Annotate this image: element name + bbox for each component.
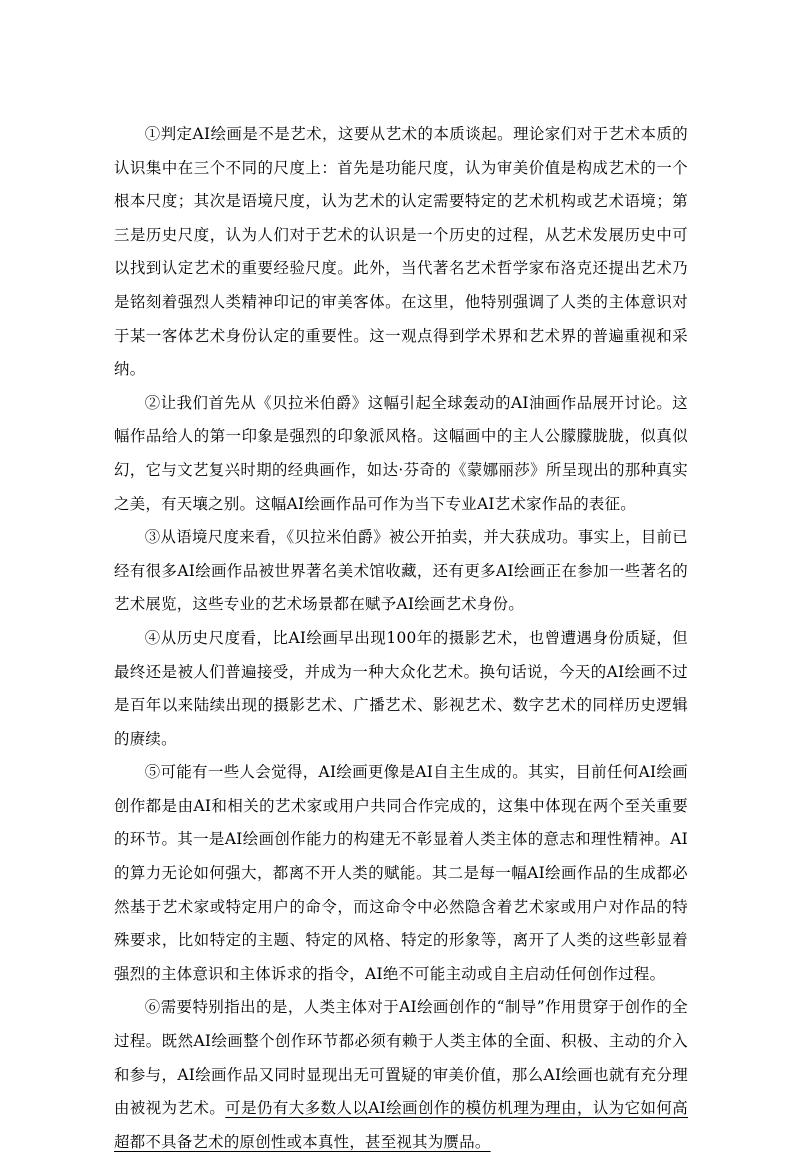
paragraph-6 [114,991,688,1159]
paragraph-3: ③从语境尺度来看，《贝拉米伯爵》被公开拍卖，并大获成功。事实上，目前已经有很多AI绘画作品被世界著名美术馆收藏，还有更多AI绘画正在参加一些著名的艺术展览，这些专业的艺术场景都在赋予AI绘画艺术身份。 [114,528,688,614]
paragraph-6-text: ⑥需要特别指出的是，人类主体对于AI绘画创作的“制导”作用贯穿于创作的全过程。既然AI绘画整个创作环节都必须有赖于人类主体的全面、积极、主动的介入和参与，AI绘画作品又同时显现出无可置疑的审美价值，那么AI绘画也就有充分理由被视为艺术。 [114,998,688,1118]
paragraph-2: ②让我们首先从《贝拉米伯爵》这幅引起全球轰动的AI油画作品展开讨论。这幅作品给人的第一印象是强烈的印象派风格。这幅画中的主人公朦朦胧胧，似真似幻，它与文艺复兴时期的经典画作，如达·芬奇的《蒙娜丽莎》所呈现出的那种真实之美，有天壤之别。这幅AI绘画作品可作为当下专业AI艺术家作品的表征。 [114,393,688,513]
underlined-sentence: 可是仍有大多数人以AI绘画创作的模仿机理为理由，认为它如何高超都不具备艺术的原创性或本真性，甚至视其为赝品。 [114,1099,688,1151]
document-body [114,118,688,1159]
paragraph-5: ⑤可能有一些人会觉得，AI绘画更像是AI自主生成的。其实，目前任何AI绘画创作都是由AI和相关的艺术家或用户共同合作完成的，这集中体现在两个至关重要的环节。其一是AI绘画创作能力的构建无不彰显着人类主体的意志和理性精神。AI的算力无论如何强大，都离不开人类的赋能。其二是每一幅AI绘画作品的生成都必然基于艺术家或特定用户的命令，而这命令中必然隐含着艺术家或用户对作品的特殊要求，比如特定的主题、特定的风格、特定的形象等，离开了人类的这些彰显着强烈的主体意识和主体诉求的指令，AI绝不可能主动或自主启动任何创作过程。 [114,763,688,983]
paragraph-1: ①判定AI绘画是不是艺术，这要从艺术的本质谈起。理论家们对于艺术本质的认识集中在三个不同的尺度上：首先是功能尺度，认为审美价值是构成艺术的一个根本尺度；其次是语境尺度，认为艺术的认定需要特定的艺术机构或艺术语境；第三是历史尺度，认为人们对于艺术的认识是一个历史的过程，从艺术发展历史中可以找到认定艺术的重要经验尺度。此外，当代著名艺术哲学家布洛克还提出艺术乃是铭刻着强烈人类精神印记的审美客体。在这里，他特别强调了人类的主体意识对于某一客体艺术身份认定的重要性。这一观点得到学术界和艺术界的普遍重视和采纳。 [114,125,688,379]
paragraph-4: ④从历史尺度看，比AI绘画早出现100年的摄影艺术，也曾遭遇身份质疑，但最终还是被人们普遍接受，并成为一种大众化艺术。换句话说，今天的AI绘画不过是百年以来陆续出现的摄影艺术、广播艺术、影视艺术、数字艺术的同样历史逻辑的赓续。 [114,628,688,748]
